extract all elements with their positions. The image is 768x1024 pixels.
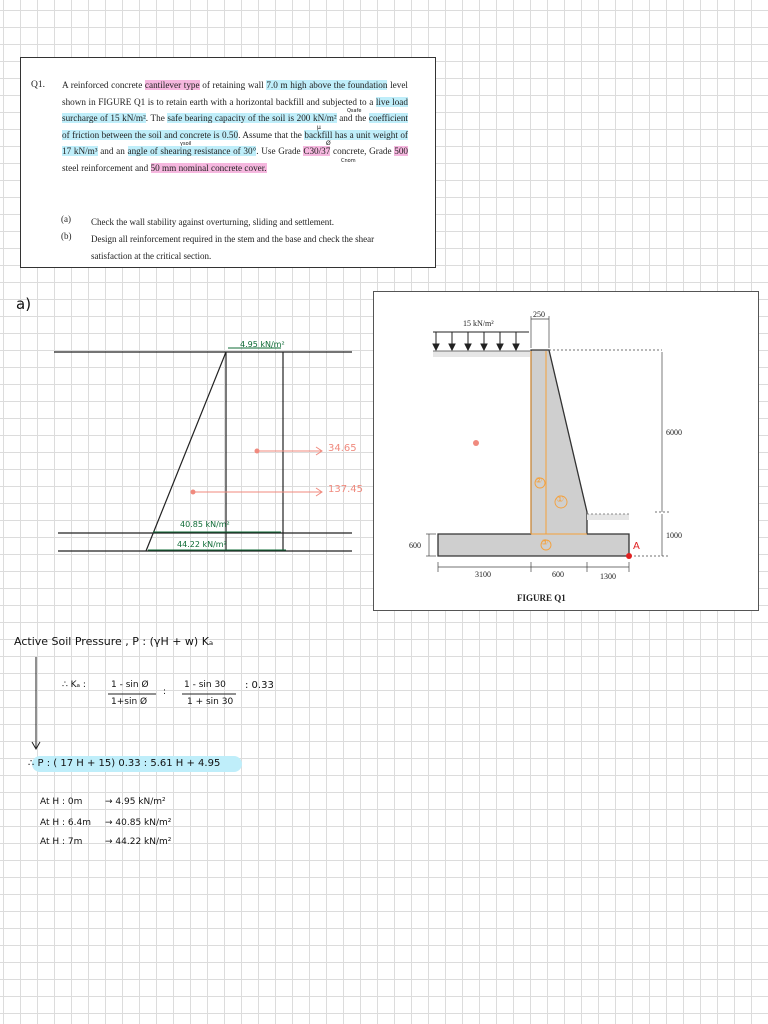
question-segment: C30/37 — [303, 146, 331, 157]
question-segment: safe bearing capacity of the soil is 200 kN/m² — [167, 113, 337, 124]
row-1-value: → 4.95 kN/m² — [105, 797, 166, 807]
row-2-label: At H : 6.4m — [40, 818, 91, 828]
part-b-text: Design all reinforcement required in the stem and the base and check the shear satisfaction at the critical section. — [91, 234, 375, 261]
top-pressure-label: 4.95 kN/m² — [240, 340, 285, 349]
ka-result: : 0.33 — [245, 680, 274, 691]
ka-prefix: ∴ Kₐ : — [62, 680, 86, 690]
question-segment: 7.0 m high above the foundation — [266, 80, 388, 90]
annotation-qsafe: Qsafe — [347, 108, 362, 114]
region-1-label: ① — [556, 495, 565, 505]
question-segment: concrete, Grade — [330, 146, 395, 157]
question-segment: steel reinforcement and — [62, 162, 151, 173]
point-a-label: A — [633, 541, 640, 552]
question-segment: . The — [145, 113, 168, 124]
question-segment: level shown in FIGURE Q1 is to retain earth with a horizontal backfill and subjected to a — [62, 80, 408, 107]
question-segment: cantilever type — [144, 80, 200, 90]
question-segment: and an — [97, 146, 128, 157]
pressure-equation: ∴ P : ( 17 H + 15) 0.33 : 5.61 H + 4.95 — [28, 758, 221, 769]
question-segment: . Assume that the — [238, 129, 305, 140]
figure-caption: FIGURE Q1 — [517, 593, 566, 603]
region-2-label: ② — [535, 476, 543, 485]
annotation-gsoil: γsoil — [180, 141, 192, 147]
question-segment: coefficient of friction between the soil and concrete is 0.50 — [62, 113, 408, 140]
base-thickness-left-dimension: 600 — [409, 541, 421, 550]
bottom-pressure-label: 44.22 kN/m² — [177, 540, 227, 549]
part-a-heading: a) — [16, 295, 32, 313]
question-segment: backfill has a unit weight of 17 kN/m³ — [62, 129, 408, 157]
ka-numerator-1: 1 - sin Ø — [111, 680, 149, 690]
mid-pressure-label: 40.85 kN/m² — [180, 520, 230, 529]
heel-dimension: 3100 — [475, 570, 491, 579]
question-segment: 50 mm nominal concrete cover. — [150, 162, 267, 173]
force-upper-label: 34.65 — [328, 443, 357, 454]
row-3-label: At H : 7m — [40, 837, 83, 847]
question-segment: and the — [336, 113, 369, 124]
ka-numerator-2: 1 - sin 30 — [184, 680, 226, 690]
annotation-phi: Ø — [326, 140, 331, 147]
question-segment: 500 — [394, 146, 409, 157]
toe-dimension: 1300 — [600, 572, 616, 581]
question-segment: angle of shearing resistance of 30° — [127, 146, 257, 157]
row-2-value: → 40.85 kN/m² — [105, 818, 172, 828]
stem-base-dimension: 600 — [552, 570, 564, 579]
row-1-label: At H : 0m — [40, 797, 83, 807]
surcharge-label: 15 kN/m² — [463, 319, 494, 328]
force-lower-label: 137.45 — [328, 484, 363, 495]
row-3-value: → 44.22 kN/m² — [105, 837, 172, 847]
annotation-mu: μ — [317, 124, 321, 131]
question-number: Q1. — [31, 80, 45, 90]
base-thickness-right-dimension: 1000 — [666, 531, 682, 540]
part-b-label: (b) — [61, 231, 72, 241]
stem-top-dimension: 250 — [533, 310, 545, 319]
ka-denominator-2: 1 + sin 30 — [187, 697, 234, 707]
region-3-label: ③ — [541, 538, 549, 547]
question-segment: A reinforced concrete — [62, 80, 145, 90]
part-a-text: Check the wall stability against overturning, sliding and settlement. — [91, 217, 334, 227]
question-segment: . Use Grade — [256, 146, 304, 157]
question-segment: of retaining wall — [199, 80, 267, 90]
ka-denominator-1: 1+sin Ø — [111, 697, 148, 707]
question-segment: live load surcharge of 15 kN/m² — [62, 96, 408, 124]
ka-equals: : — [163, 687, 167, 697]
annotation-cnom: Cnom — [341, 158, 356, 164]
active-pressure-heading: Active Soil Pressure , P : (γH + w) Kₐ — [14, 635, 214, 648]
part-a-label: (a) — [61, 214, 71, 224]
stem-height-dimension: 6000 — [666, 428, 682, 437]
